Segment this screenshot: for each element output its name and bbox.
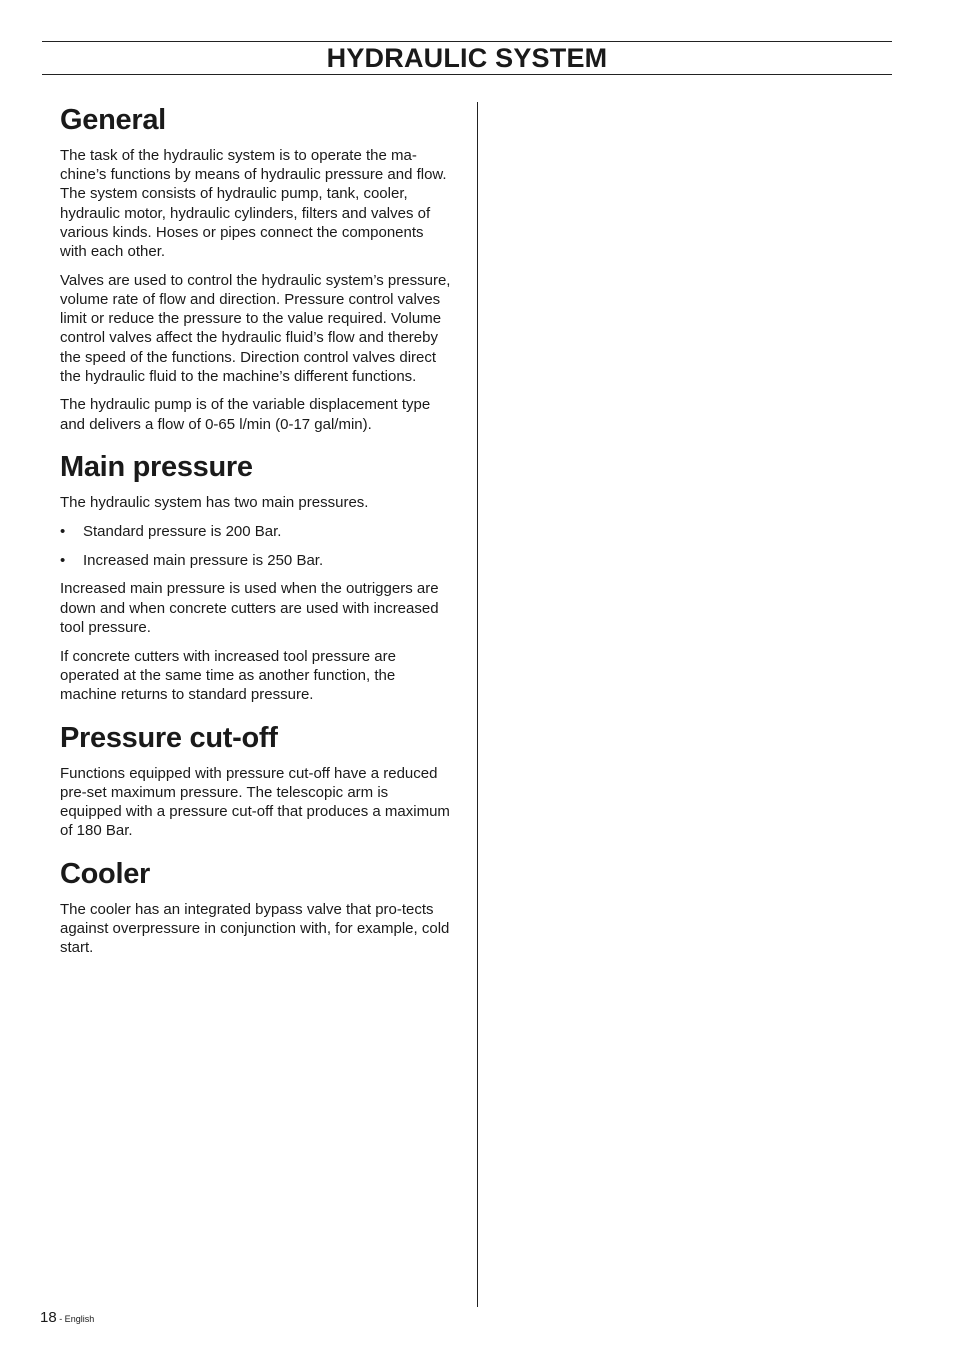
header-rule-bottom xyxy=(42,74,892,75)
list-item-text: Increased main pressure is 250 Bar. xyxy=(83,551,324,569)
pressure-list xyxy=(60,522,452,570)
section-cooler xyxy=(60,854,452,958)
section-main-pressure xyxy=(60,447,452,704)
paragraph: The cooler has an integrated bypass valve that pro-tects against overpressure in conjunction with, for example, cold start. xyxy=(60,900,450,957)
paragraph: Increased main pressure is used when the outriggers are down and when concrete cutters are used with increased tool pressure. xyxy=(60,580,439,636)
paragraph: The hydraulic pump is of the variable displacement type and delivers a flow of 0-65 l/min (0-17 gal/min). xyxy=(60,396,431,433)
section-heading-pressure-cutoff: Pressure cut-off xyxy=(60,721,278,754)
paragraph: The hydraulic system has two main pressures. xyxy=(60,494,369,512)
list-item xyxy=(60,551,452,570)
page-title: HYDRAULIC SYSTEM xyxy=(326,43,608,73)
section-general xyxy=(60,100,452,434)
section-heading-cooler: Cooler xyxy=(60,857,151,890)
paragraph: The task of the hydraulic system is to operate the ma-chine’s functions by means of hydraulic pressure and flow. The system consists of hydraulic pump, tank, cooler, hydraulic motor, hydraulic cylinders, filters and valves of various kinds. Hoses or pipes connect the components with each other. xyxy=(60,147,447,261)
paragraph: Functions equipped with pressure cut-off have a reduced pre-set maximum pressure. The telescopic arm is equipped with a pressure cut-off that produces a maximum of 180 Bar. xyxy=(60,764,450,840)
column-divider xyxy=(477,102,478,1307)
section-pressure-cutoff xyxy=(60,718,452,841)
list-item xyxy=(60,522,452,541)
paragraph: Valves are used to control the hydraulic system’s pressure, volume rate of flow and direction. Pressure control valves limit or reduce the pressure to the value required. Volume control valves affect the hydraulic fluid’s flow and thereby the speed of the functions. Direction control valves direct the hydraulic fluid to the machine’s different functions. xyxy=(60,271,451,385)
bullet-icon: • xyxy=(60,523,66,541)
section-heading-main-pressure: Main pressure xyxy=(60,451,253,484)
list-item-text: Standard pressure is 200 Bar. xyxy=(83,523,282,541)
bullet-icon: • xyxy=(60,551,66,569)
footer-language: - English xyxy=(56,1314,95,1324)
page-number: 18 xyxy=(40,1309,57,1326)
page-footer xyxy=(40,1307,94,1330)
left-column xyxy=(60,100,452,967)
paragraph: If concrete cutters with increased tool pressure are operated at the same time as another function, the machine returns to standard pressure. xyxy=(60,647,396,703)
section-heading-general: General xyxy=(60,104,166,136)
